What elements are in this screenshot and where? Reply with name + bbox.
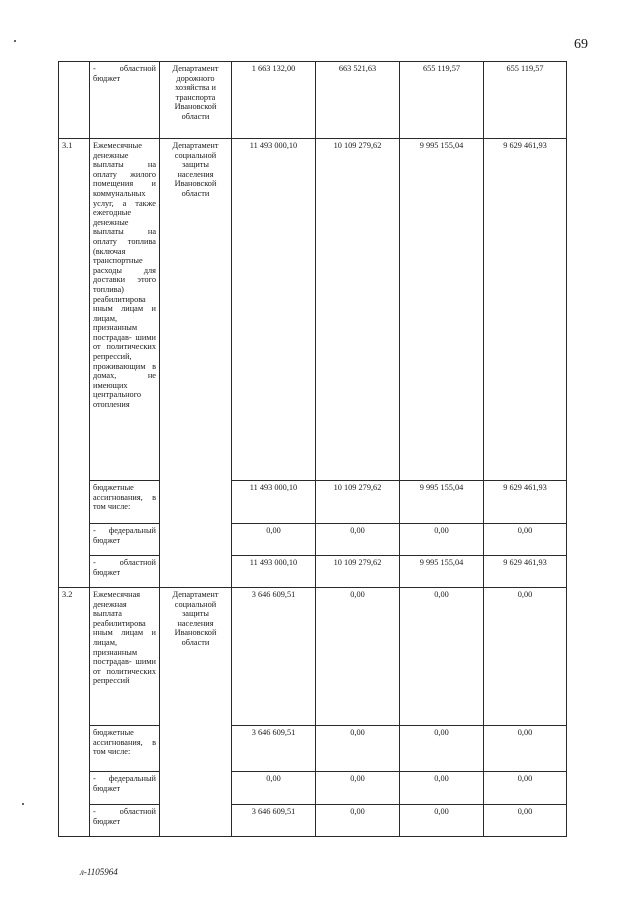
value-cell: 0,00 — [316, 726, 400, 772]
row-name-cell: бюджетные ассигнования, в том числе: — [90, 726, 160, 772]
value-cell: 0,00 — [316, 805, 400, 837]
value-cell: 0,00 — [400, 726, 484, 772]
value-cell: 10 109 279,62 — [316, 139, 400, 481]
executor-cell: Департамент социальной защиты населения Ивановской области — [160, 588, 232, 837]
row-name-cell: бюджетные ассигнования, в том числе: — [90, 481, 160, 524]
dash: - — [93, 558, 96, 567]
value-cell: 0,00 — [316, 524, 400, 556]
budget-label-cont: бюджет — [93, 816, 121, 826]
value-cell: 655 119,57 — [484, 62, 567, 139]
row-name-cell: - федеральный бюджет — [90, 524, 160, 556]
value-cell: 0,00 — [484, 726, 567, 772]
value-cell: 0,00 — [484, 524, 567, 556]
row-name-cell: Ежемесячная денежная выплата реабилитирова нным лицам и лицам, признанным пострадав- шими от политических репрессий — [90, 588, 160, 726]
value-cell: 9 629 461,93 — [484, 556, 567, 588]
budget-label: областной — [119, 558, 156, 567]
value-cell: 3 646 609,51 — [232, 726, 316, 772]
row-name-cell: Ежемесячные денежные выплаты на оплату жилого помещения и коммунальных услуг, а также ежегодные денежные выплаты на оплату топлива (включая транспортные расходы для доставки этого топлива) реабилитирова нным лицам и лицам, признанным пострадав- шими от политических репрессий, проживающим в домах, не имеющих центрального отопления — [90, 139, 160, 481]
table-row-3-1 — [59, 139, 567, 481]
scan-speck — [22, 803, 24, 805]
value-cell: 0,00 — [316, 772, 400, 805]
row-number-cell: 3.1 — [59, 139, 90, 588]
value-cell: 10 109 279,62 — [316, 481, 400, 524]
value-cell: 655 119,57 — [400, 62, 484, 139]
value-cell: 0,00 — [232, 524, 316, 556]
executor-cell: Департамент дорожного хозяйства и транспорта Ивановской области — [160, 62, 232, 139]
table-row-regional-budget — [59, 62, 567, 139]
row-name-cell — [90, 805, 160, 837]
scan-speck — [14, 40, 16, 42]
table-row-3-1-regional — [59, 556, 567, 588]
value-cell: 9 995 155,04 — [400, 556, 484, 588]
page-number: 69 — [574, 37, 588, 52]
document-code: л-1105964 — [80, 867, 118, 877]
table-row-3-1-assignments — [59, 481, 567, 524]
value-cell: 3 646 609,51 — [232, 588, 316, 726]
value-cell: 9 629 461,93 — [484, 481, 567, 524]
row-name-cell — [90, 62, 160, 139]
value-cell: 0,00 — [400, 588, 484, 726]
value-cell: 11 493 000,10 — [232, 556, 316, 588]
budget-table — [58, 61, 567, 837]
budget-label-cont: бюджет — [93, 73, 121, 83]
row-name-cell — [90, 556, 160, 588]
value-cell: 11 493 000,10 — [232, 139, 316, 481]
value-cell: 0,00 — [400, 805, 484, 837]
row-number-cell: 3.2 — [59, 588, 90, 837]
value-cell: 0,00 — [400, 524, 484, 556]
budget-label: областной — [119, 64, 156, 73]
dash: - — [93, 64, 96, 73]
value-cell: 3 646 609,51 — [232, 805, 316, 837]
value-cell: 9 995 155,04 — [400, 139, 484, 481]
dash: - — [93, 807, 96, 816]
table-row-3-1-federal — [59, 524, 567, 556]
value-cell: 0,00 — [484, 588, 567, 726]
table-row-3-2-assignments — [59, 726, 567, 772]
budget-label-cont: бюджет — [93, 567, 121, 577]
table-row-3-2-federal — [59, 772, 567, 805]
value-cell: 0,00 — [484, 805, 567, 837]
table-row-3-2 — [59, 588, 567, 726]
value-cell: 0,00 — [316, 588, 400, 726]
budget-label: областной — [119, 807, 156, 816]
value-cell: 0,00 — [400, 772, 484, 805]
value-cell: 0,00 — [232, 772, 316, 805]
value-cell: 1 663 132,00 — [232, 62, 316, 139]
value-cell: 9 995 155,04 — [400, 481, 484, 524]
row-name-cell: - федеральный бюджет — [90, 772, 160, 805]
value-cell: 663 521,63 — [316, 62, 400, 139]
value-cell: 11 493 000,10 — [232, 481, 316, 524]
row-number-cell — [59, 62, 90, 139]
value-cell: 0,00 — [484, 772, 567, 805]
executor-cell: Департамент социальной защиты населения Ивановской области — [160, 139, 232, 588]
value-cell: 10 109 279,62 — [316, 556, 400, 588]
value-cell: 9 629 461,93 — [484, 139, 567, 481]
table-row-3-2-regional — [59, 805, 567, 837]
